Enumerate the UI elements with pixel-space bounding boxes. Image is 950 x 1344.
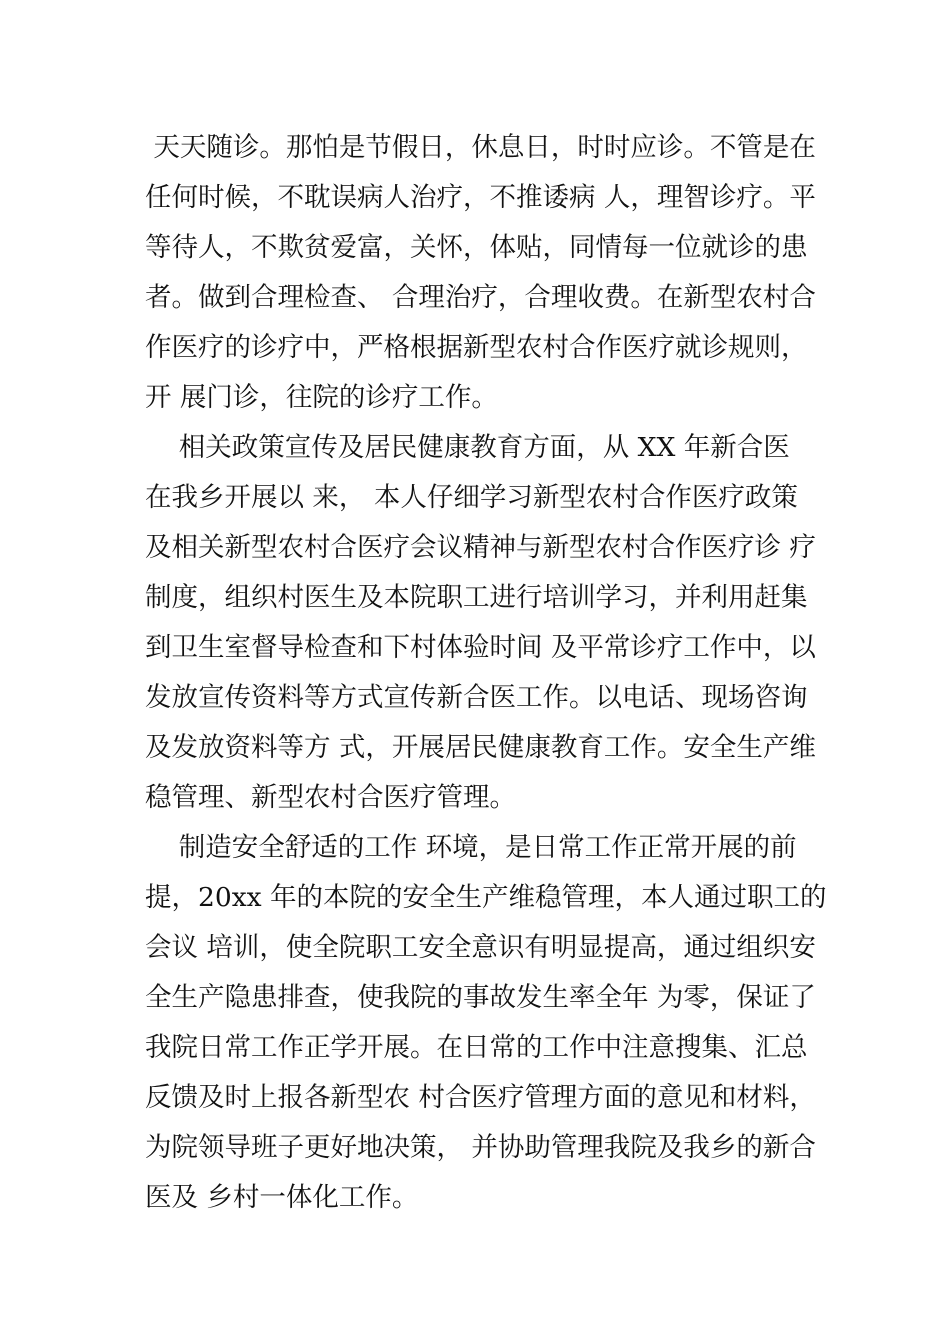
text-line: 者。做到合理检查、 合理治疗，合理收费。在新型农村合: [145, 282, 816, 313]
text-line: 制度，组织村医生及本院职工进行培训学习，并利用赶集: [145, 582, 808, 613]
text-line: 提，20xx 年的本院的安全生产维稳管理，本人通过职工的: [145, 882, 827, 913]
text-line: 医及 乡村一体化工作。: [145, 1182, 419, 1213]
text-line: 到卫生室督导检查和下村体验时间 及平常诊疗工作中，以: [145, 632, 816, 663]
text-line: 全生产隐患排查，使我院的事故发生率全年 为零，保证了: [145, 982, 816, 1013]
text-line: 为院领导班子更好地决策， 并协助管理我院及我乡的新合: [145, 1132, 816, 1163]
text-line: 任何时候，不耽误病人治疗，不推诿病 人，理智诊疗。平: [145, 182, 816, 213]
text-line: 作医疗的诊疗中，严格根据新型农村合作医疗就诊规则，: [145, 332, 808, 363]
text-line: 我院日常工作正学开展。在日常的工作中注意搜集、汇总: [145, 1032, 808, 1063]
text-line: 会议 培训，使全院职工安全意识有明显提高，通过组织安: [145, 932, 816, 963]
text-line: 在我乡开展以 来， 本人仔细学习新型农村合作医疗政策: [145, 482, 798, 513]
text-line: 发放宣传资料等方式宣传新合医工作。以电话、现场咨询: [145, 682, 808, 713]
text-line: 等待人，不欺贫爱富，关怀，体贴，同情每一位就诊的患: [145, 232, 808, 263]
text-line: 及相关新型农村合医疗会议精神与新型农村合作医疗诊 疗: [145, 532, 816, 563]
text-line: 稳管理、新型农村合医疗管理。: [145, 782, 516, 813]
text-line: 天天随诊。那怕是节假日，休息日，时时应诊。不管是在: [145, 132, 816, 163]
text-line: 开 展门诊，往院的诊疗工作。: [145, 382, 498, 413]
text-line: 制造安全舒适的工作 环境，是日常工作正常开展的前: [145, 832, 797, 863]
text-line: 及发放资料等方 式，开展居民健康教育工作。安全生产维: [145, 732, 816, 763]
text-line: 反馈及时上报各新型农 村合医疗管理方面的意见和材料，: [145, 1082, 816, 1113]
text-line: 相关政策宣传及居民健康教育方面，从 XX 年新合医: [145, 432, 790, 463]
